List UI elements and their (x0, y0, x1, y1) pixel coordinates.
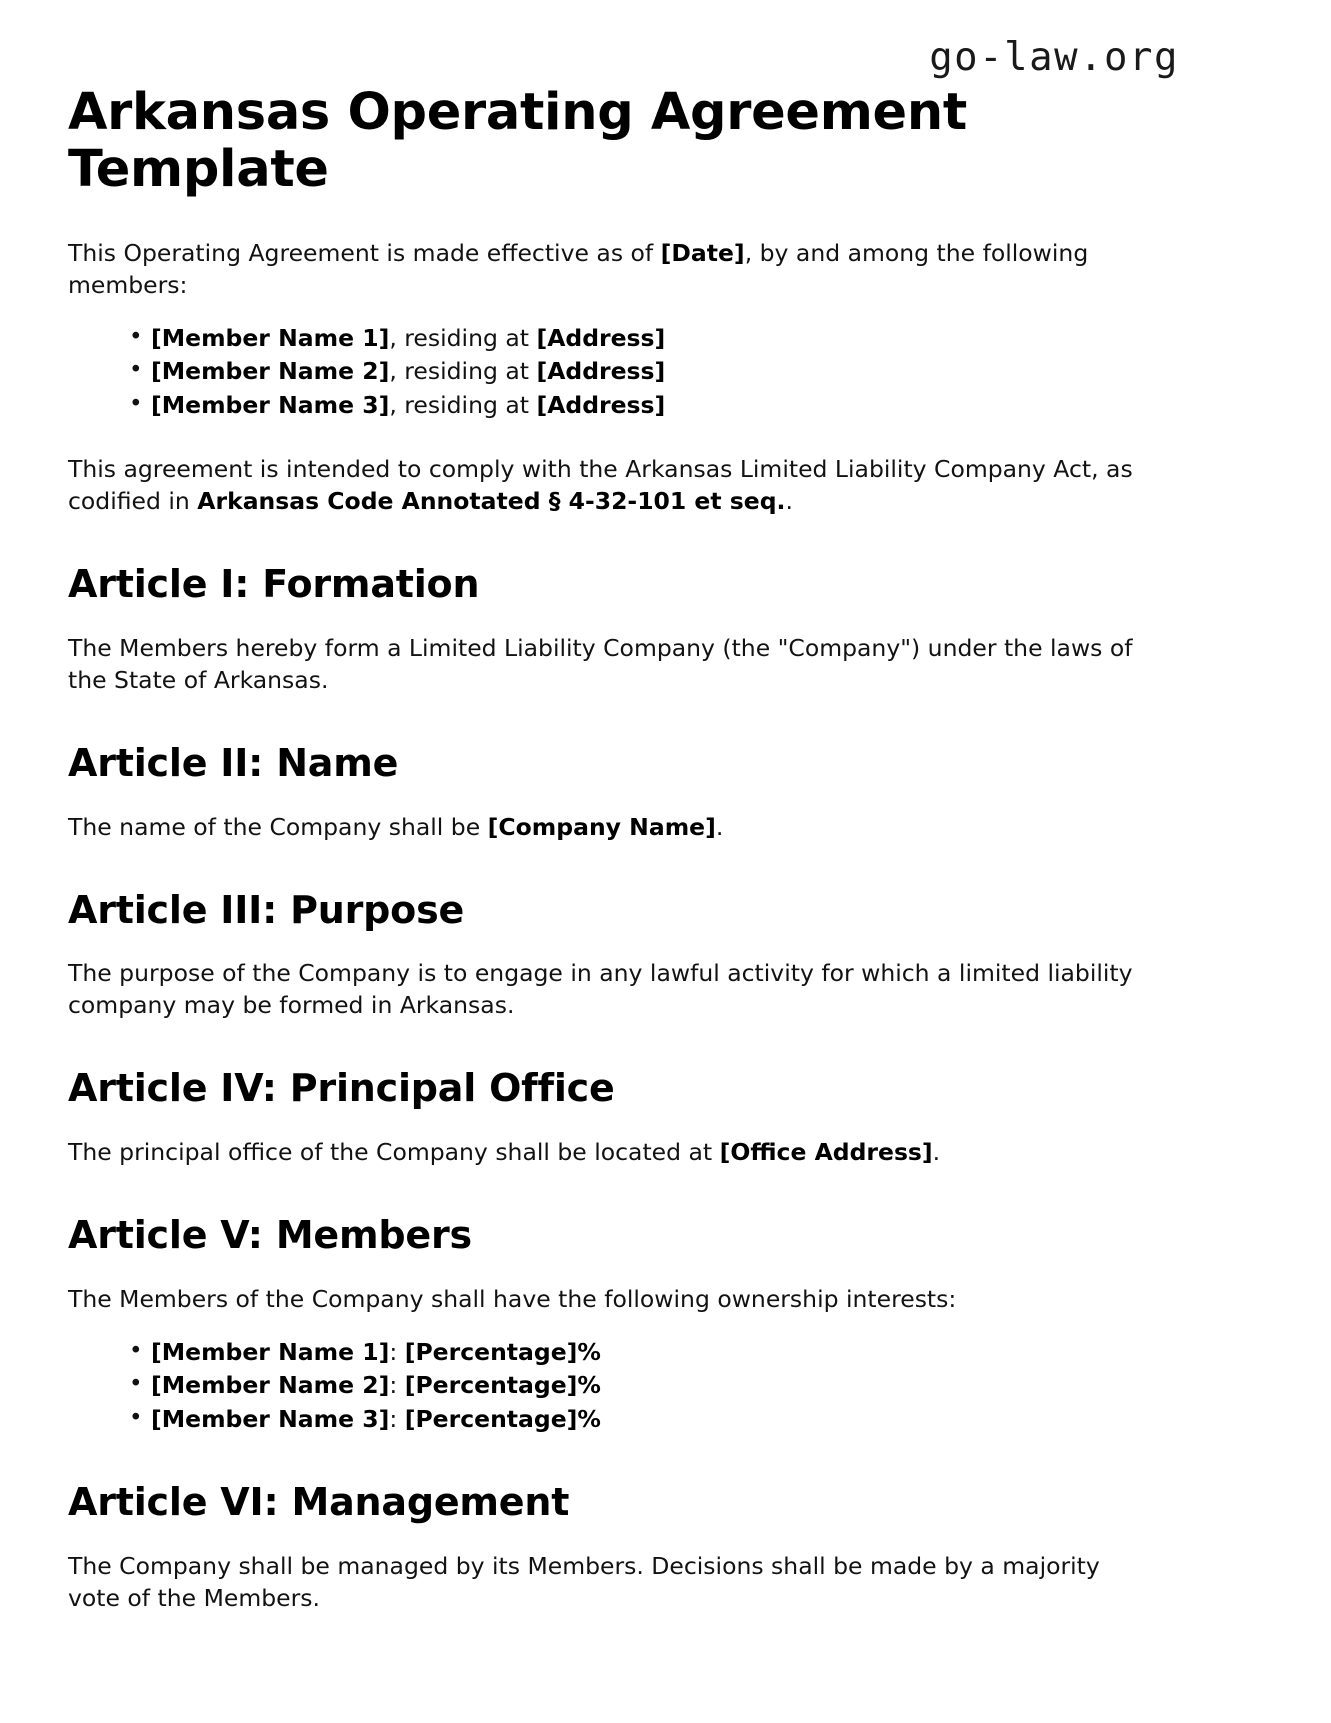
list-item (129, 389, 1181, 422)
compliance-text-part2: . (785, 487, 793, 516)
list-item (129, 355, 1181, 388)
date-placeholder: [Date] (660, 239, 745, 268)
member-residing-text: , residing at (389, 324, 537, 353)
member-address: [Address] (536, 357, 666, 386)
member-name: [Member Name 3] (151, 390, 390, 419)
owner-name: [Member Name 3] (151, 1404, 390, 1433)
name-text-part1: The name of the Company shall be (68, 812, 488, 841)
owner-separator: : (389, 1337, 405, 1366)
article-heading-formation: Article I: Formation (68, 562, 480, 607)
office-address-placeholder: [Office Address] (719, 1138, 933, 1167)
owner-percentage: [Percentage]% (404, 1371, 601, 1400)
member-address: [Address] (536, 324, 666, 353)
article-heading-principal-office: Article IV: Principal Office (68, 1066, 615, 1111)
member-address: [Address] (536, 390, 666, 419)
list-item (129, 1336, 1181, 1369)
intro-paragraph (68, 238, 1153, 302)
article-body-formation: The Members hereby form a Limited Liability Company (the "Company") under the laws of the State of Arkansas. (68, 633, 1133, 694)
name-text-part2: . (715, 812, 724, 841)
owner-separator: : (389, 1404, 405, 1433)
list-item (129, 1403, 1181, 1436)
ownership-list (68, 1336, 1181, 1436)
statute-citation: Arkansas Code Annotated § 4-32-101 et seq. (197, 487, 786, 516)
member-residing-text: , residing at (389, 357, 537, 386)
article-body-members: The Members of the Company shall have the following ownership interests: (68, 1284, 957, 1313)
compliance-text-part1: This agreement is intended to comply with the Arkansas Limited Liability Company Act, as codified in (68, 455, 1133, 516)
office-text-part2: . (932, 1138, 941, 1167)
article-body-name (68, 812, 1153, 844)
owner-percentage: [Percentage]% (404, 1404, 601, 1433)
article-heading-name: Article II: Name (68, 740, 399, 785)
member-residing-text: , residing at (389, 390, 537, 419)
office-text-part1: The principal office of the Company shall be located at (68, 1138, 720, 1167)
member-name: [Member Name 1] (151, 324, 390, 353)
owner-percentage: [Percentage]% (404, 1337, 601, 1366)
owner-separator: : (389, 1371, 405, 1400)
intro-text-part1: This Operating Agreement is made effective as of (68, 239, 661, 268)
compliance-paragraph (68, 454, 1153, 518)
page-title: Arkansas Operating Agreement Template (68, 83, 967, 200)
list-item (129, 322, 1181, 355)
article-heading-purpose: Article III: Purpose (68, 887, 465, 932)
article-body-purpose: The purpose of the Company is to engage in any lawful activity for which a limited liability company may be formed in Arkansas. (68, 959, 1133, 1020)
article-heading-management: Article VI: Management (68, 1480, 570, 1524)
site-logo: go-law.org (929, 35, 1179, 80)
owner-name: [Member Name 2] (151, 1371, 390, 1400)
article-body-management: The Company shall be managed by its Members. Decisions shall be made by a majority vote of the Members. (68, 1551, 1100, 1612)
member-name: [Member Name 2] (151, 357, 390, 386)
company-name-placeholder: [Company Name] (487, 812, 716, 841)
owner-name: [Member Name 1] (151, 1337, 390, 1366)
members-list (68, 322, 1181, 422)
intro-text-part2: , by and among the following members: (68, 239, 1089, 300)
article-body-principal-office (68, 1137, 1153, 1169)
list-item (129, 1369, 1181, 1402)
article-heading-members: Article V: Members (68, 1213, 472, 1258)
